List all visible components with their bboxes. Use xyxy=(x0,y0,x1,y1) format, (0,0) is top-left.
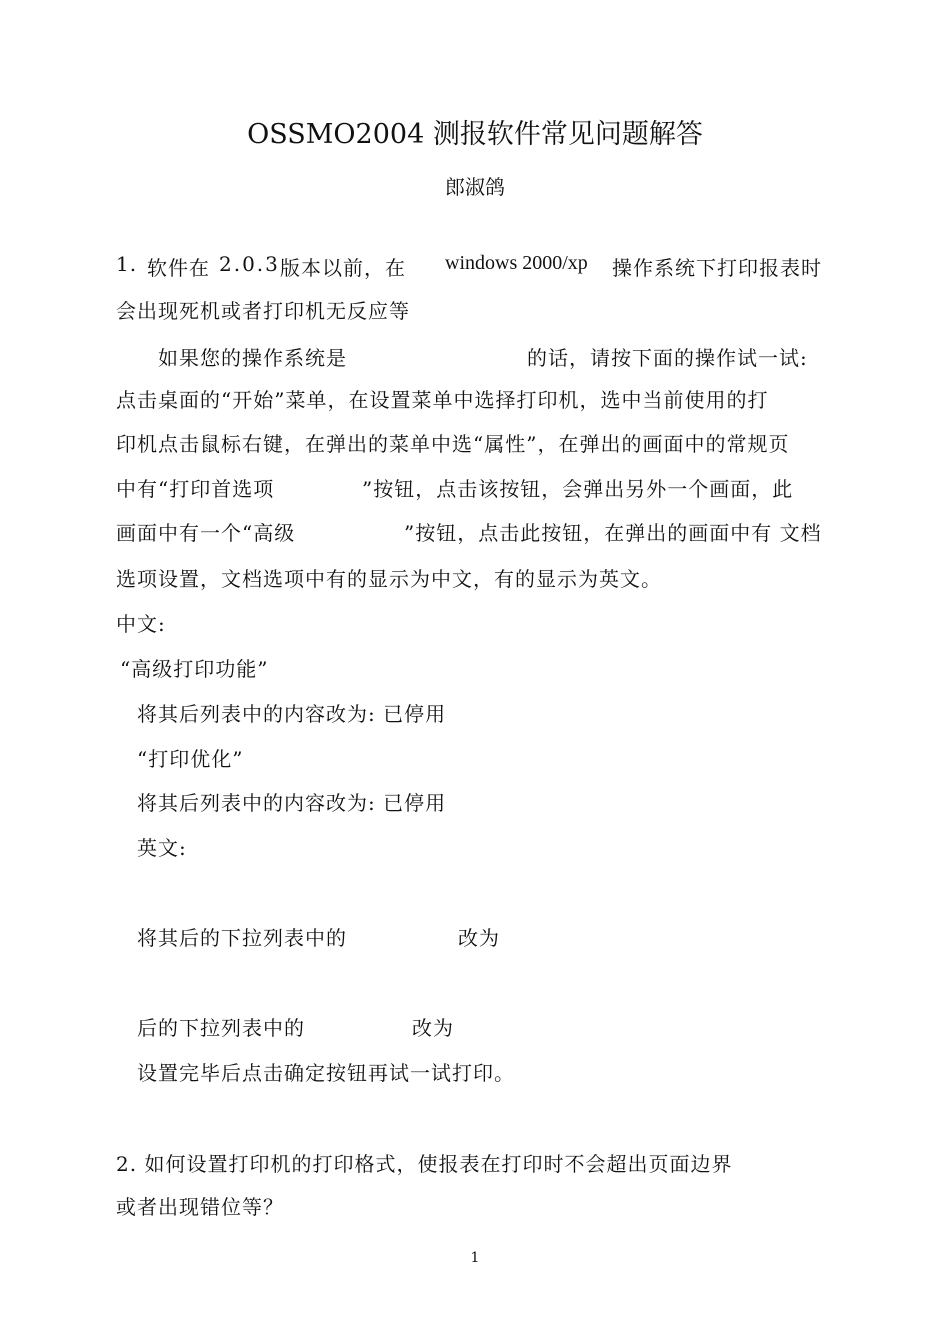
answer-para-1-a: 如果您的操作系统是 xyxy=(158,346,347,370)
set-disabled-line-1: 将其后列表中的内容改为: 已停用 xyxy=(137,702,447,726)
print-optimize-label: “打印优化” xyxy=(137,747,244,771)
english-setting-2-b: 改为 xyxy=(412,1016,454,1040)
answer-para-1-b: 的话，请按下面的操作试一试: xyxy=(527,346,808,370)
author-name: 郎淑鸽 xyxy=(445,175,505,199)
answer-line-4-a: 中有“打印首选项 xyxy=(116,477,275,501)
answer-line-5-b: ”按钮，点击此按钮，在弹出的画面中有 文档 xyxy=(404,521,822,545)
question-1-text-b: 版本以前，在 xyxy=(280,256,406,280)
question-1-os: windows 2000/xp xyxy=(445,252,588,274)
english-section-label: 英文: xyxy=(137,836,187,860)
answer-line-6: 选项设置，文档选项中有的显示为中文，有的显示为英文。 xyxy=(116,567,662,591)
question-1-line-2: 会出现死机或者打印机无反应等 xyxy=(116,299,410,323)
answer-line-5-a: 画面中有一个“高级 xyxy=(116,521,296,545)
answer-line-4-b: ”按钮，点击该按钮，会弹出另外一个画面，此 xyxy=(362,477,794,501)
question-1-version: 2.0.3 xyxy=(219,252,280,276)
question-1-text-c: 操作系统下打印报表时 xyxy=(612,256,822,280)
english-setting-2-a: 后的下拉列表中的 xyxy=(137,1016,305,1040)
question-2-line-2: 或者出现错位等？ xyxy=(116,1195,284,1219)
english-setting-1-b: 改为 xyxy=(458,926,500,950)
chinese-section-label: 中文: xyxy=(116,612,166,636)
question-2-line-1: 2. 如何设置打印机的打印格式，使报表在打印时不会超出页面边界 xyxy=(116,1152,733,1176)
answer-line-2: 点击桌面的“开始”菜单，在设置菜单中选择打印机，选中当前使用的打 xyxy=(116,388,769,412)
page-number: 1 xyxy=(470,1250,480,1266)
finish-instruction: 设置完毕后点击确定按钮再试一试打印。 xyxy=(137,1061,515,1085)
document-title: OSSMO2004 测报软件常见问题解答 xyxy=(247,119,703,150)
english-setting-1-a: 将其后的下拉列表中的 xyxy=(137,926,347,950)
question-1-text-a: 软件在 xyxy=(147,256,210,280)
set-disabled-line-2: 将其后列表中的内容改为: 已停用 xyxy=(137,791,447,815)
question-1-number: 1. xyxy=(116,252,138,276)
answer-line-3: 印机点击鼠标右键，在弹出的菜单中选“属性”，在弹出的画面中的常规页 xyxy=(116,432,790,456)
advanced-print-feature-label: “高级打印功能” xyxy=(120,657,269,681)
